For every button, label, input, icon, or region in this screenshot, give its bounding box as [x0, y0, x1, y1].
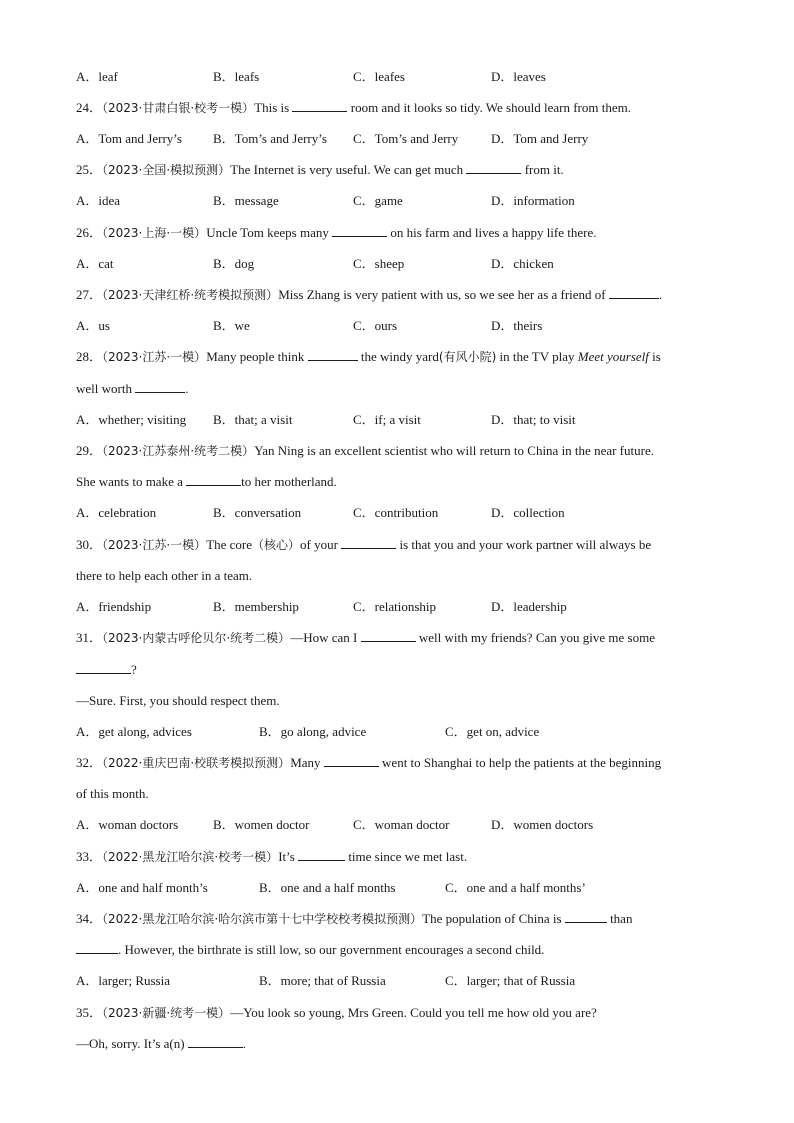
q31-reply: —Sure. First, you should respect them.: [76, 693, 280, 708]
q32-source: （2022·重庆巴南·校联考模拟预测）: [102, 756, 291, 770]
q28-chinese-gloss: (有风小院): [438, 350, 497, 364]
q29-text-2: She wants to make a: [76, 474, 183, 489]
q28-text-1: Many people think: [206, 349, 305, 364]
q26-text-2: on his farm and lives a happy life there.: [390, 225, 597, 240]
q35-blank: [188, 1035, 243, 1048]
q24-option-b: B．Tom’s and Jerry’s: [213, 131, 327, 146]
q34-option-a: A．larger; Russia: [76, 973, 170, 988]
q34-text-3: . However, the birthrate is still low, so our government encourages a second child.: [118, 942, 545, 957]
q24-option-a: A．Tom and Jerry’s: [76, 131, 182, 146]
q33-blank: [298, 848, 345, 861]
q34-stem-line-2: [76, 941, 544, 958]
q34-blank-2: [76, 941, 118, 954]
q29-option-b: B．conversation: [213, 505, 302, 520]
q27-source: （2023·天津红桥·统考模拟预测）: [102, 288, 279, 302]
q29-stem: [76, 442, 654, 459]
q23-option-b: B．leafs: [213, 69, 260, 84]
q34-option-c: C．larger; that of Russia: [445, 973, 576, 988]
q28-blank-1: [308, 348, 358, 361]
q28-show-title: Meet yourself: [577, 349, 649, 364]
q25-stem: [76, 161, 564, 178]
q33-number: 33．: [76, 849, 103, 864]
q25-option-d: D．information: [491, 193, 575, 208]
q29-blank: [186, 473, 241, 486]
q24-number: 24．: [76, 100, 103, 115]
q30-stem-line-2: there to help each other in a team.: [76, 568, 253, 583]
q28-option-d: D．that; to visit: [491, 412, 576, 427]
q32-blank: [324, 754, 379, 767]
q33-option-c: C．one and a half months’: [445, 880, 586, 895]
q23-option-a: A．leaf: [76, 69, 118, 84]
q26-source: （2023·上海·一模）: [102, 226, 207, 240]
q31-stem-line-2: [76, 661, 137, 678]
q35-reply: [76, 1035, 246, 1052]
q23-option-d: D．leaves: [491, 69, 546, 84]
q31-text-1: —How can I: [290, 630, 358, 645]
q34-number: 34．: [76, 911, 103, 926]
q27-option-d: D．theirs: [491, 318, 543, 333]
q30-option-d: D．leadership: [491, 599, 567, 614]
q34-source: （2022·黑龙江哈尔滨·哈尔滨市第十七中学校校考模拟预测）: [102, 912, 423, 926]
q29-option-a: A．celebration: [76, 505, 157, 520]
q25-option-b: B．message: [213, 193, 279, 208]
q32-text-1: Many: [290, 755, 321, 770]
q33-stem: [76, 848, 467, 865]
q30-text-2: of your: [300, 537, 338, 552]
q31-blank-1: [361, 629, 416, 642]
q31-source: （2023·内蒙古呼伦贝尔·统考二模）: [102, 631, 291, 645]
q24-text-1: This is: [254, 100, 290, 115]
q33-text-1: It’s: [278, 849, 295, 864]
q27-blank: [609, 286, 659, 299]
q24-source: （2023·甘肃白银·校考一模）: [102, 101, 255, 115]
q32-number: 32．: [76, 755, 103, 770]
q28-stem: [76, 348, 661, 365]
q29-option-d: D．collection: [491, 505, 565, 520]
q33-option-a: A．one and half month’s: [76, 880, 208, 895]
q28-option-b: B．that; a visit: [213, 412, 293, 427]
q35-source: （2023·新疆·统考一模）: [102, 1006, 231, 1020]
q28-blank-2: [135, 380, 185, 393]
q26-blank: [332, 224, 387, 237]
q33-source: （2022·黑龙江哈尔滨·校考一模）: [102, 850, 279, 864]
q28-option-c: C．if; a visit: [353, 412, 421, 427]
q25-option-a: A．idea: [76, 193, 121, 208]
q34-option-b: B．more; that of Russia: [259, 973, 386, 988]
q32-text-2: went to Shanghai to help the patients at the beginning: [382, 755, 662, 770]
q34-text-1: The population of China is: [422, 911, 562, 926]
q27-text-1: Miss Zhang is very patient with us, so we see her as a friend of: [278, 287, 606, 302]
q34-stem: [76, 910, 632, 927]
q25-option-c: C．game: [353, 193, 403, 208]
q32-option-a: A．woman doctors: [76, 817, 179, 832]
q35-text-1: —You look so young, Mrs Green. Could you tell me how old you are?: [230, 1005, 597, 1020]
q30-text-1: The core: [206, 537, 253, 552]
q24-text-2: room and it looks so tidy. We should learn from them.: [350, 100, 631, 115]
q35-text-3: .: [242, 1036, 247, 1051]
q27-stem: [76, 286, 662, 303]
q30-chinese-gloss: （核心）: [252, 538, 301, 552]
q23-option-c: C．leafes: [353, 69, 405, 84]
q28-text-3: in the TV play: [499, 349, 575, 364]
q33-text-2: time since we met last.: [348, 849, 468, 864]
q26-text-1: Uncle Tom keeps many: [206, 225, 329, 240]
q26-number: 26．: [76, 225, 103, 240]
q25-number: 25．: [76, 162, 103, 177]
q25-blank: [466, 161, 521, 174]
q30-text-3: is that you and your work partner will always be: [399, 537, 652, 552]
q29-stem-line-2: [76, 473, 337, 490]
q28-source: （2023·江苏·一模）: [102, 350, 207, 364]
q29-option-c: C．contribution: [353, 505, 439, 520]
q28-stem-line-2: [76, 380, 188, 397]
q31-stem: [76, 629, 655, 646]
q28-option-a: A．whether; visiting: [76, 412, 187, 427]
q24-option-d: D．Tom and Jerry: [491, 131, 589, 146]
q26-option-d: D．chicken: [491, 256, 554, 271]
q35-text-2: —Oh, sorry. It’s a(n): [76, 1036, 185, 1051]
q26-option-a: A．cat: [76, 256, 114, 271]
q30-option-b: B．membership: [213, 599, 299, 614]
q24-option-c: C．Tom’s and Jerry: [353, 131, 459, 146]
q25-text-1: The Internet is very useful. We can get much: [230, 162, 464, 177]
q24-stem: [76, 99, 631, 116]
q31-option-b: B．go along, advice: [259, 724, 367, 739]
q31-text-3: ?: [131, 662, 137, 677]
q26-option-c: C．sheep: [353, 256, 405, 271]
q30-option-a: A．friendship: [76, 599, 152, 614]
q28-text-4: is: [652, 349, 661, 364]
q28-text-6: .: [185, 381, 189, 396]
q30-blank: [341, 536, 396, 549]
q29-number: 29．: [76, 443, 103, 458]
q32-option-b: B．women doctor: [213, 817, 310, 832]
q28-text-5: well worth: [76, 381, 132, 396]
q29-text-1: Yan Ning is an excellent scientist who will return to China in the near future.: [254, 443, 654, 458]
q31-number: 31．: [76, 630, 103, 645]
q31-text-2: well with my friends? Can you give me some: [418, 630, 655, 645]
q31-option-a: A．get along, advices: [76, 724, 192, 739]
q32-stem-line-2: of this month.: [76, 786, 149, 801]
q30-option-c: C．relationship: [353, 599, 437, 614]
q35-number: 35．: [76, 1005, 103, 1020]
q25-text-2: from it.: [524, 162, 564, 177]
q34-blank-1: [565, 910, 607, 923]
q34-text-2: than: [610, 911, 633, 926]
q30-stem: [76, 536, 651, 553]
q26-stem: [76, 224, 597, 241]
q35-stem: [76, 1004, 597, 1021]
q30-source: （2023·江苏·一模）: [102, 538, 207, 552]
q27-option-a: A．us: [76, 318, 110, 333]
q27-number: 27．: [76, 287, 103, 302]
q33-option-b: B．one and a half months: [259, 880, 396, 895]
q27-text-2: .: [658, 287, 663, 302]
q27-option-b: B．we: [213, 318, 250, 333]
q29-text-3: to her motherland.: [241, 474, 337, 489]
q28-number: 28．: [76, 349, 103, 364]
q26-option-b: B．dog: [213, 256, 255, 271]
q32-option-d: D．women doctors: [491, 817, 594, 832]
q31-blank-2: [76, 661, 131, 674]
q28-text-2: the windy yard: [360, 349, 439, 364]
q30-number: 30．: [76, 537, 103, 552]
q31-option-c: C．get on, advice: [445, 724, 540, 739]
q27-option-c: C．ours: [353, 318, 398, 333]
q24-blank: [292, 99, 347, 112]
q29-source: （2023·江苏泰州·统考二模）: [102, 444, 255, 458]
q25-source: （2023·全国·模拟预测）: [102, 163, 231, 177]
q32-stem: [76, 754, 661, 771]
q32-option-c: C．woman doctor: [353, 817, 450, 832]
